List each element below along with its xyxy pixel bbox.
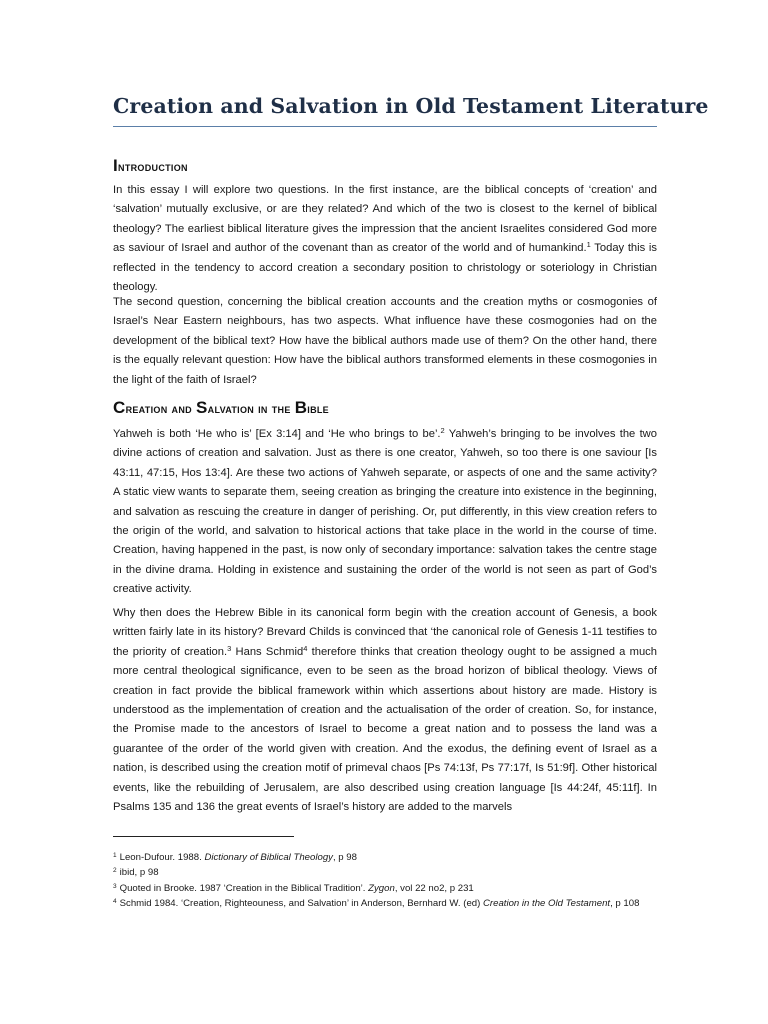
footnote-1 <box>113 850 673 865</box>
footnote-text: , p 108 <box>610 898 640 910</box>
heading-initial: S <box>196 398 208 417</box>
heading-rest: alvation in the <box>207 401 295 416</box>
paragraph-creation-2 <box>113 604 657 817</box>
footnote-number: 3 <box>113 882 117 890</box>
footnote-text: Quoted in Brooke. 1987 ‘Creation in the Biblical Tradition’. <box>119 882 369 894</box>
footnote-4 <box>113 896 673 911</box>
footnote-text: , vol 22 no2, p 231 <box>394 882 474 894</box>
paragraph-text: Hans Schmid <box>231 645 304 658</box>
footnote-italic: Creation in the Old Testament <box>482 898 611 910</box>
heading-initial: C <box>113 398 126 417</box>
paragraph-text: Yahweh is both ‘He who is’ [Ex 3:14] and ‘He who brings to be’. <box>113 428 441 440</box>
heading-rest: ntroduction <box>118 159 188 174</box>
document-title: Creation and Salvation in Old Testament Literature <box>113 94 709 118</box>
footnote-ref: 2 <box>440 426 445 435</box>
section-heading-introduction <box>113 156 188 176</box>
footnote-divider <box>113 836 294 837</box>
paragraph-text: Yahweh’s bringing to be involves the two divine actions of creation and salvation. Just as there is one creator, Yahweh, so too there is one saviour [Is 43:11, 47:15, Hos 13:4]. Are these two actions of Yahweh separate, or aspects of one and the same activity? A static view wants to separate them, seeing creation as bringing the creature into existence in the beginning, and salvation as rescuing the creature in danger of perishing. Or, put differently, in this view creation refers to the origin of the world, and salvation to historical actions that take place in the world in the course of time. Creation, having happened in the past, is now only of secondary importance: salvation takes the centre stage in the divine drama. Holding in existence and sustaining the order of the world is not seen as part of God’s creative activity. <box>113 428 657 596</box>
paragraph-text: The second question, concerning the biblical creation accounts and the creation myths or cosmogonies of Israel’s Near Eastern neighbours, has two aspects. What influence have these cosmogonies had on the development of the biblical text? How have the biblical authors made use of them? On the other hand, there is the equally relevant question: How have the biblical authors transformed elements in these cosmogonies in the light of the faith of Israel? <box>113 296 657 386</box>
footnote-3 <box>113 881 673 896</box>
footnote-text: , p 98 <box>332 852 357 863</box>
footnote-italic: Dictionary of Biblical Theology <box>204 852 333 863</box>
footnote-number: 2 <box>113 867 117 875</box>
footnote-text: Schmid 1984. ‘Creation, Righteouness, and Salvation’ in Anderson, Bernhard W. (ed) <box>119 898 483 910</box>
paragraph-intro-2 <box>113 293 657 390</box>
paragraph-creation-1 <box>113 425 657 600</box>
paragraph-text: In this essay I will explore two questions. In the first instance, are the biblical concepts of ‘creation’ and ‘salvation’ mutually exclusive, or are they related? And which of the two is closest to the kernel of biblical theology? The earliest biblical literature gives the impression that the ancient Israelites considered God more as saviour of Israel and author of the covenant than as creator of the world and of humankind. <box>113 184 657 255</box>
heading-rest: ible <box>307 401 329 416</box>
footnotes <box>113 850 673 912</box>
footnote-number: 1 <box>113 852 117 859</box>
heading-rest: reation and <box>125 401 197 416</box>
footnote-2 <box>113 865 673 880</box>
paragraph-text: Today this is reflected in the tendency to accord creation a secondary position to christology or soteriology in Christian theology. <box>113 242 657 294</box>
title-divider <box>113 126 657 127</box>
footnote-ref: 1 <box>586 240 591 250</box>
footnote-ref: 4 <box>303 643 308 653</box>
paragraph-intro-1 <box>113 181 657 297</box>
footnote-ref: 3 <box>227 643 232 653</box>
paragraph-text: Why then does the Hebrew Bible in its canonical form begin with the creation account of Genesis, a book written fairly late in its history? Brevard Childs is convinced that ‘the canonical role of Genesis 1-11 testifies to the priority of creation. <box>113 607 657 658</box>
heading-initial: I <box>113 156 119 175</box>
footnote-number: 4 <box>113 898 117 906</box>
heading-initial: B <box>294 398 308 417</box>
footnote-text: ibid, p 98 <box>119 867 159 879</box>
paragraph-text: therefore thinks that creation theology ought to be assigned a much more central theological significance, even to be seen as the broad horizon of biblical theology. Views of creation in fact provide the biblical framework within which assertions about history are made. History is understood as the implementation of creation and the actualisation of the order of creation. So, for instance, the Promise made to the ancestors of Israel to become a great nation and to possess the land was a guarantee of the order of the world given with creation. And the exodus, the defining event of Israel as a nation, is described using the creation motif of primeval chaos [Ps 74:13f, Ps 77:17f, Is 51:9f]. Other historical events, like the rebuilding of Jerusalem, are also described using creation language [Is 44:24f, 45:11f]. In Psalms 135 and 136 the great events of Israel’s history are added to the marvels <box>113 645 657 814</box>
footnote-italic: Zygon <box>368 882 395 894</box>
section-heading-creation-salvation <box>113 398 329 418</box>
footnote-text: Leon-Dufour. 1988. <box>119 852 205 863</box>
